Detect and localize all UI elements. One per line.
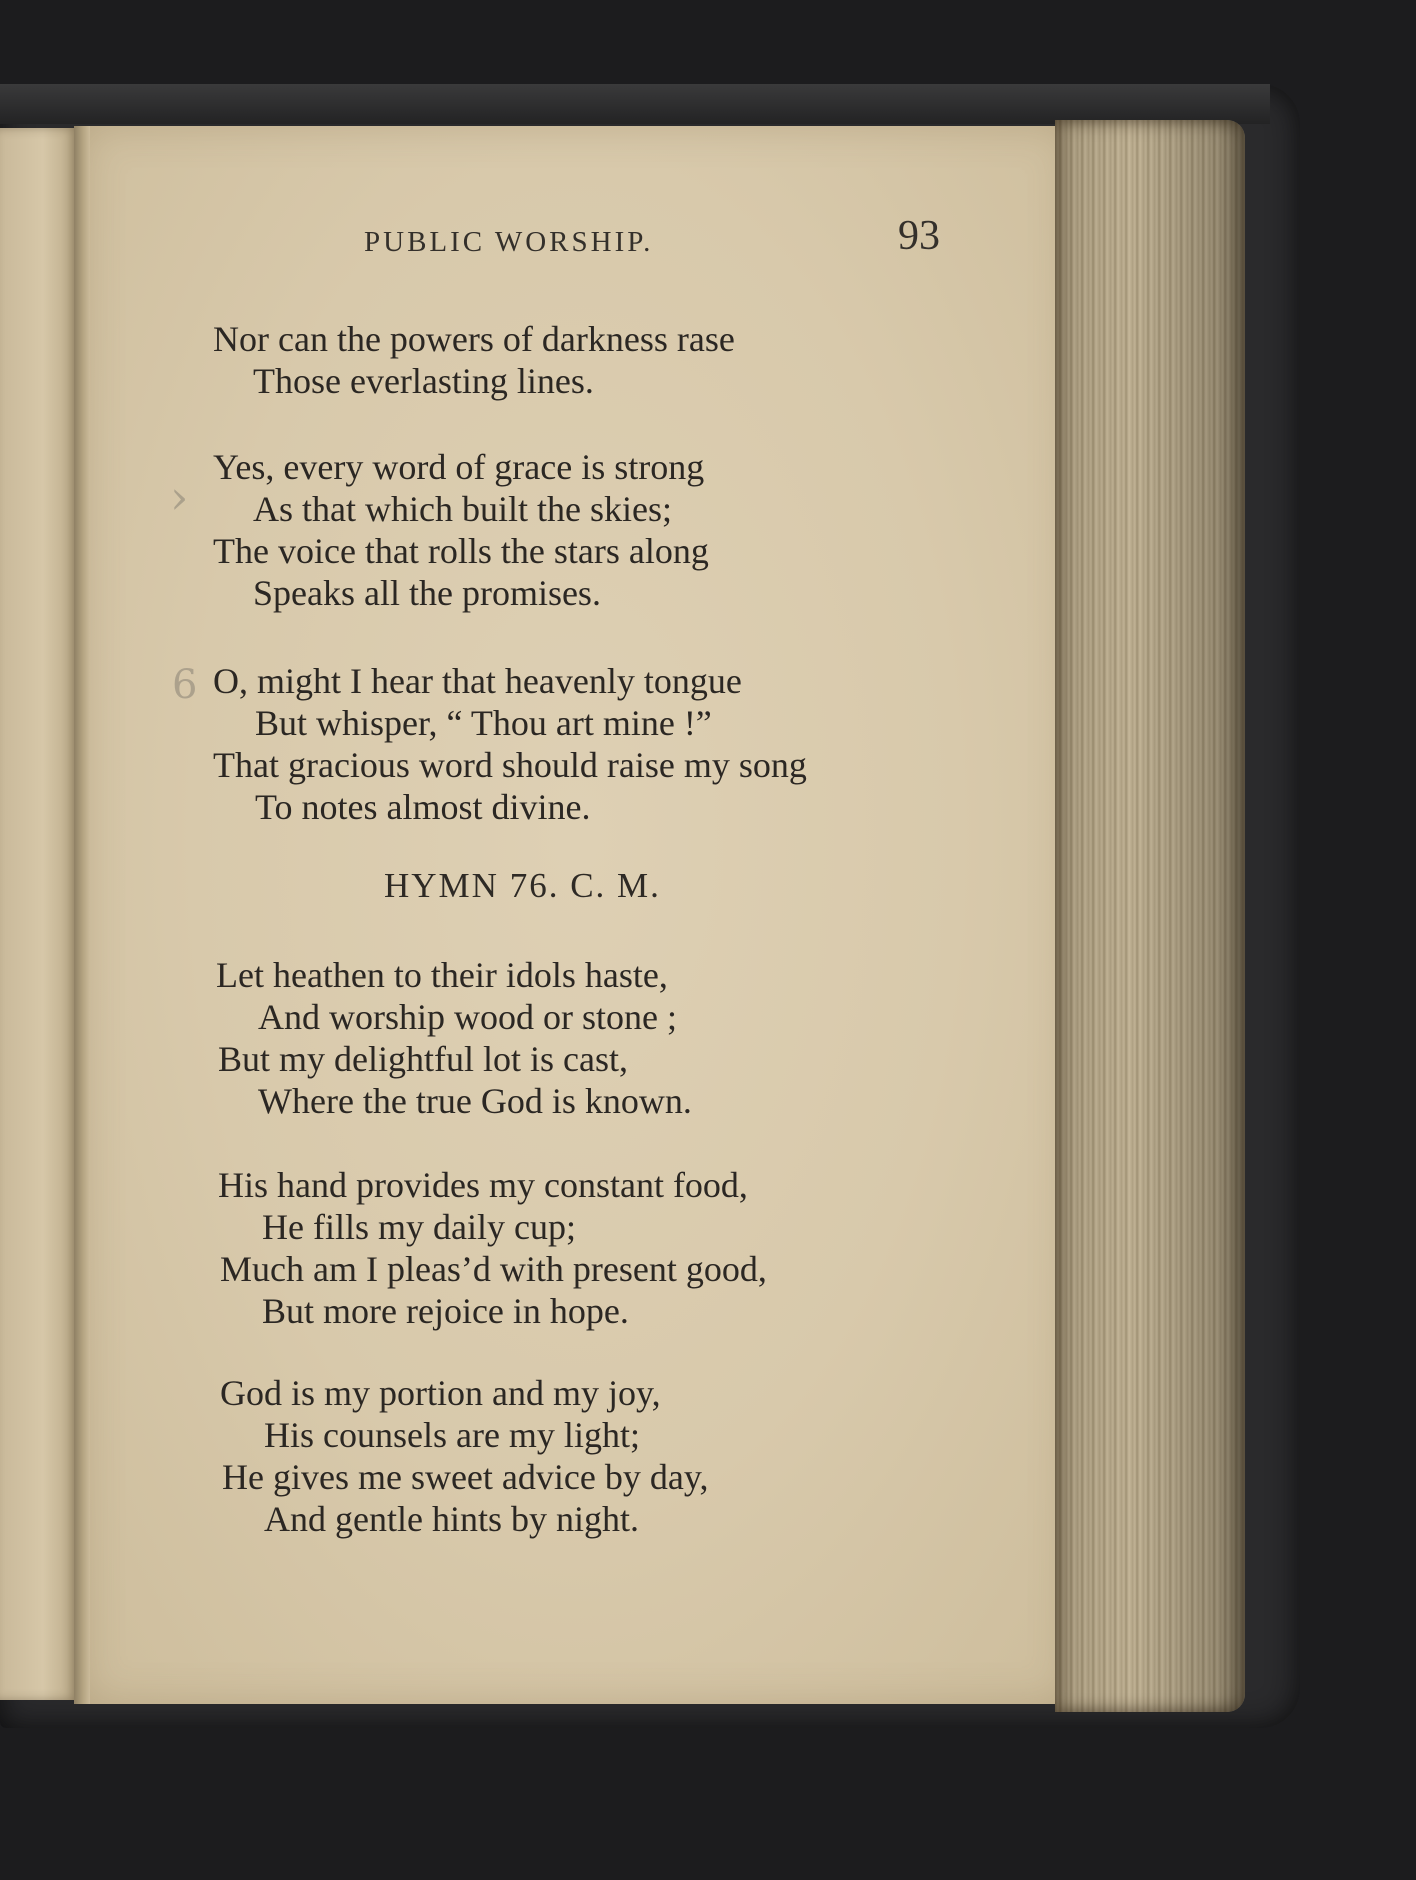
page-number: 93	[898, 213, 940, 259]
verse-line: Those everlasting lines.	[253, 361, 594, 401]
verse-line: Much am I pleas’d with present good,	[220, 1249, 767, 1289]
verse-line: God is my portion and my joy,	[220, 1373, 661, 1413]
verse-line: O, might I hear that heavenly tongue	[213, 661, 742, 701]
verse-line: And worship wood or stone ;	[258, 997, 677, 1037]
verse-line: That gracious word should raise my song	[213, 745, 807, 785]
running-title: PUBLIC WORSHIP.	[364, 226, 654, 258]
verse-line: But whisper, “ Thou art mine !”	[255, 703, 712, 743]
hymn-title: HYMN 76. C. M.	[384, 866, 661, 905]
verse-line: Where the true God is known.	[258, 1081, 692, 1121]
verse-line: He fills my daily cup;	[262, 1207, 576, 1247]
verse-line: Speaks all the promises.	[253, 573, 601, 613]
verse-line: But more rejoice in hope.	[262, 1291, 629, 1331]
verse-line: He gives me sweet advice by day,	[222, 1457, 709, 1497]
verse-line: Let heathen to their idols haste,	[216, 955, 668, 995]
verse-line: The voice that rolls the stars along	[213, 531, 709, 571]
verse-line: His counsels are my light;	[264, 1415, 640, 1455]
verse-line: Yes, every word of grace is strong	[213, 447, 705, 487]
verse-line: And gentle hints by night.	[264, 1499, 639, 1539]
verse-line: But my delightful lot is cast,	[218, 1039, 628, 1079]
pencil-margin-mark: ›	[170, 470, 189, 524]
verse-line: His hand provides my constant food,	[218, 1165, 748, 1205]
verse-line: Nor can the powers of darkness rase	[213, 319, 735, 359]
pencil-margin-mark: 6	[172, 662, 198, 708]
verse-line: As that which built the skies;	[253, 489, 672, 529]
verse-line: To notes almost divine.	[255, 787, 591, 827]
